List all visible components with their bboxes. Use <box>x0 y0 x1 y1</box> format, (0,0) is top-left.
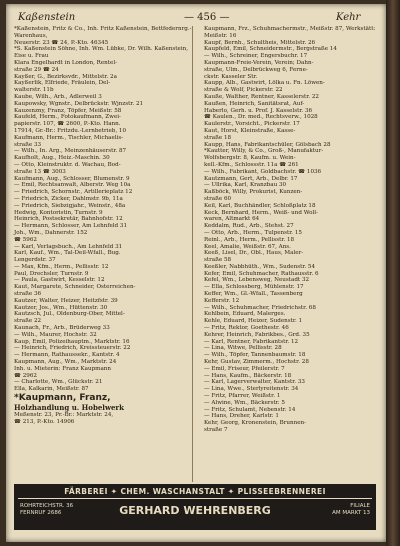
directory-entry: Karl, Kauf., Wm., Tal-Deil-Wfall., Bug. <box>14 250 121 257</box>
directory-entry: — Wilh., Maurer, Hochstr. 32 <box>14 331 97 338</box>
directory-entry: — Wilh., Schreiner, Engersbuchr. 17 <box>204 53 308 60</box>
ad-branch <box>332 503 370 517</box>
directory-entry: — Karl, Rentner, Fabrikantstr. 12 <box>204 338 299 345</box>
header-right: Kehr <box>336 12 361 23</box>
directory-entry: ckstr. Kasseler Str. <box>204 73 258 80</box>
directory-entry: — Ella, Schlossberg, Mühlenstr. 17 <box>204 284 304 291</box>
directory-entry: Kehr, Georg, Kronenstein, Brunnen- <box>204 420 307 427</box>
featured-entry-detail: Meßenstr. 23, Pr.-Br.: Marktstr. 24, <box>14 412 114 419</box>
directory-entry: — Hans, Kaufm., Bäckerstr. 18 <box>204 372 292 379</box>
directory-entry: 17914, Gr.-Br.: Fritzdu.-Lernbetrieb, 10 <box>14 127 127 134</box>
directory-entry: — Wilh., Schuhmacher, Friedrichstr. 68 <box>204 304 316 311</box>
directory-entry: Kehlbein, Eduard, Malerges. <box>204 311 286 318</box>
directory-entry: straße 13 ☎ 3003 <box>14 168 66 175</box>
directory-entry: Keeß, Lisel, Dr., Obl., Haus, Maler- <box>204 250 304 257</box>
directory-entry: straße 7 <box>204 427 228 434</box>
directory-entry: straße 58 <box>204 257 232 264</box>
directory-entry: — Otto, Kleinstruktr. d. Wachau, Bod- <box>14 161 121 168</box>
directory-entry: Keddalm, Rud., Arb., Stehst. 27 <box>204 223 294 230</box>
directory-entry: straße, Ulm., Delbrückweg 6, Ferne- <box>204 66 308 73</box>
directory-entry: Kauße, Walther, Rentner, Kasselerstr. 22 <box>204 93 319 100</box>
directory-entry: straße 29 ☎ 24 <box>14 66 59 73</box>
directory-entry: Kautzsch, Jul., Oldenburg-Ober, Mittel- <box>14 311 125 318</box>
directory-entry: kell.-Kfm., Schlossstr. 11a ☎ 261 <box>204 161 299 168</box>
directory-entry: Kaut, Margarete, Schneider, Osterreichen- <box>14 284 136 291</box>
directory-entry: Keeßler, Nabbhüth., Wm., Sudenstr. 54 <box>204 263 316 270</box>
directory-entry: ☎ 2962 <box>14 372 37 379</box>
directory-entry: ☎ Kaulen., Dr. med., Rechtsverw., 1028 <box>204 114 318 121</box>
ad-branch-line: FILIALE <box>350 503 370 509</box>
directory-entry: Kaup, Emil, Polizeihauptm., Marktstr. 16 <box>14 338 130 345</box>
directory-entry: *S. Kaßenstein Söhne, Inh. Wm. Lübke, Dr. Wilh. Kaßenstein, Eise u. Frau <box>14 46 189 60</box>
page-header <box>6 12 386 26</box>
directory-entry: Kaußen, Heinrich, Sanitätsrat, Auf- <box>204 100 305 107</box>
directory-entry: — Charlotte, Wm., Glückstr. 21 <box>14 379 103 386</box>
directory-entry: — Lina, Witwe, Pellisstr. 28 <box>204 345 282 352</box>
page-number: — 456 — <box>184 12 230 23</box>
directory-entry: Kaulerstr., Vorsicht., Pickerstr. 17 <box>204 121 300 128</box>
directory-entry: Kayßerlik, Elfriede, Fräulein, Del- <box>14 80 111 87</box>
directory-entry: Kaupf, Bernh., Schultheis, Mittelstr. 26 <box>204 39 316 46</box>
directory-entry: — Lina, Wwe., Sterlyreitenstr. 34 <box>204 386 299 393</box>
directory-entry: Reinl., Arb., Herm., Pellisstr. 18 <box>204 236 295 243</box>
directory-entry: — Fritz, Schulamt, Nebenstr. 14 <box>204 406 296 413</box>
directory-entry: Kefel, Wm., Lebensweg, Neustadt 32 <box>204 277 310 284</box>
directory-entry: Kaßböck, Willy, Prokurist, Kunzen- <box>204 189 303 196</box>
directory-entry: straße 36 <box>14 291 42 298</box>
directory-entry: Hedwig, Kontoristin, Turnstr. 9 <box>14 209 103 216</box>
directory-entry: *Kautter, Willy, & Co., Groß-, Manufaktur- <box>204 148 324 155</box>
directory-entry: Keel, Amalie, Weißstr. 67, Ans. <box>204 243 291 250</box>
directory-entry: straße 22 <box>14 318 42 325</box>
directory-entry: — Hermann, Schlosser, Am Lehnfeld 31 <box>14 223 128 230</box>
directory-entry: — Friedrich, Schornstr., Artillerieplatz 12 <box>14 189 133 196</box>
directory-page <box>6 4 386 542</box>
directory-entry: straße 60 <box>204 195 232 202</box>
directory-entry: Kautzer, Walter, Heizer, Heitzfstr. 39 <box>14 297 118 304</box>
directory-entry: Kaut, Horst, Kleinstraße, Kasse- <box>204 127 296 134</box>
right-column <box>204 26 382 434</box>
directory-entry: Kautzmann, Gert, Arb., Delbr. 17 <box>204 175 298 182</box>
featured-entry-name: *Kaupmann, Franz, <box>14 393 111 404</box>
directory-entry: Kaupmann-Freie-Verein, Verein; Dahn- <box>204 59 314 66</box>
ad-services: FÄRBEREI ✦ CHEM. WASCHANSTALT ✦ PLISSEEBRENNEREI <box>64 487 326 496</box>
directory-entry: — Wilh., Töpfer, Tannenbaumstr. 18 <box>204 352 306 359</box>
directory-entry: Keil, Karl, Buchhändler, Schloßplatz 18 <box>204 202 316 209</box>
directory-entry: ☎ 5962 <box>14 236 37 243</box>
directory-entry: — Wilh., Fabrikant, Goldbachstr. ☎ 1036 <box>204 168 322 175</box>
ad-phone-line: FERNRUF 2686 <box>20 510 62 516</box>
directory-entry: — Fritz, Rektor, Goethestr. 46 <box>204 325 289 332</box>
directory-entry: Neuerstr. 23 ☎ 24, P.-Kto. 46345 <box>14 39 109 46</box>
advertisement-banner <box>14 484 376 530</box>
directory-entry: Lengerdstr. 37 <box>14 257 56 264</box>
directory-entry: — Karl, Verlagsbuch., Am Lehnfeld 31 <box>14 243 123 250</box>
directory-entry: Kayßer, G., Bezirksvdr., Mittelstr. 2a <box>14 73 117 80</box>
directory-entry: — Fritz, Pfarrer, Weißstr. 1 <box>204 393 281 400</box>
directory-entry: *Kaßenstein, Fritz & Co., Inh. Fritz Kaßenstein, Bettfedernrg.-Warenhaus, <box>14 26 192 39</box>
directory-entry: — Friedrich, Zicker, Dahlmstr. 9b, 11a <box>14 195 123 202</box>
directory-entry: — Ullrika, Karl, Kranzbau 30 <box>204 182 287 189</box>
ad-company-name: GERHARD WEHRENBERG <box>119 504 271 517</box>
directory-entry: Kaupmann, Frz., Schuhmachermstr., Meißstr. 87, Werkstätt: Meißstr. 16 <box>204 26 376 39</box>
directory-entry: Kehr, Gustav, Zimmerm., Hochstr. 28 <box>204 359 309 366</box>
directory-entry: straße & Wolf, Pickerstr. 22 <box>204 87 283 94</box>
ad-address-line: ROHRTEICHSTR. 36 <box>20 503 74 509</box>
directory-entry: Kaupowsky, Wgnstr., Delbrückstr. Wjnzstr. 21 <box>14 100 144 107</box>
directory-entry: Kaupp, Alb., Gastwirt, Lölka u. Fn. Löwen- <box>204 80 325 87</box>
directory-entry: Paul, Drechsler, Turnstr. 9 <box>14 270 89 277</box>
directory-entry: — Hermann, Rathaussekr., Kantstr. 4 <box>14 352 120 359</box>
directory-entry: Kaupfeld, Emil, Schneidermstr., Bergstraße 14 <box>204 46 337 53</box>
ad-branch-address: AM MARKT 13 <box>332 510 370 516</box>
directory-entry: Keck, Bernhard, Herm., Weiß- und Woll- <box>204 209 318 216</box>
header-left: Kaßenstein <box>18 12 76 23</box>
directory-entry: — Friedrich, Siebzigjahr., Weinstr., 48a <box>14 202 126 209</box>
directory-entry: Kautzer, Jos., Wm., Hüttenstr. 30 <box>14 304 108 311</box>
directory-entry: Kaupp, Hans, Fabrikantschüler, Gölsbach 28 <box>204 141 331 148</box>
directory-entry: — Max, Kfm., Herm., Pellisstr. 12 <box>14 263 109 270</box>
directory-entry: Kehrer, Heinrich, Fabrikbes., Grd. 35 <box>204 331 310 338</box>
directory-entry: — Otto, Arb., Herm., Tulpenstr. 15 <box>204 229 302 236</box>
directory-entry: Kehle, Eduard, Heizer, Sudenstr. 1 <box>204 318 303 325</box>
directory-entry: Keffer, Wm., Gl.-Wfall., Tassenberg <box>204 291 303 298</box>
directory-entry: — Emil, Rechtsanwalt, Alberstr. Weg 10a <box>14 182 131 189</box>
directory-entry: — Hans, Dreher, Karlstr. 1 <box>204 413 279 420</box>
directory-entry: Kaupmann, Aug., Wm., Marktstr. 24 <box>14 359 117 366</box>
directory-entry: — Paula, Gastwirt, Kesselstr. 12 <box>14 277 105 284</box>
directory-entry: Wolfsbergstr. 8, Kaufm. u. Wein- <box>204 155 296 162</box>
ad-divider <box>18 498 372 499</box>
directory-entry: Kauzenzny, Franz, Töpfer, Meißstr. 58 <box>14 107 122 114</box>
directory-entry: — Heinrich, Friedrich, Kreissteuerstr. 22 <box>14 345 131 352</box>
directory-entry: Joh., Wm., Dahnerstr. 152 <box>14 229 88 236</box>
directory-entry: straße 33 <box>14 141 42 148</box>
directory-entry: Kaufmann, Aug., Schlosser, Blumenstr. 9 <box>14 175 130 182</box>
directory-entry: papierstr. 107, ☎ 2600, P.-Kto. Hann. <box>14 121 121 128</box>
left-column <box>14 26 192 426</box>
directory-entry: — Emil, Friseur, Pfeilerstr. 7 <box>204 365 285 372</box>
directory-entry: Kaunach, Fr., Arb., Brüderweg 33 <box>14 325 110 332</box>
directory-entry: waren, Altmarkt 64 <box>204 216 260 223</box>
directory-entry: Kaufholt, Aug., Heiz.-Maschin. 30 <box>14 155 110 162</box>
book-spine <box>386 0 400 546</box>
featured-entry-business: Holzhandlung u. Hobelwerk <box>14 403 124 413</box>
directory-entry: — Karl, Lagerverwalter, Kantstr. 33 <box>204 379 305 386</box>
directory-entry: Heinrich, Postsekretär, Bahnhofstr. 12 <box>14 216 123 223</box>
directory-entry: Kefer, Emil, Schuhmacher, Rathausstr. 6 <box>204 270 319 277</box>
directory-entry: straße 18 <box>204 134 232 141</box>
featured-entry-detail: ☎ 213, P.-Kto. 14906 <box>14 418 75 425</box>
directory-entry: Klara Engelhardt in London, Rentel- <box>14 59 117 66</box>
directory-entry: Ella, Kalkarin, Meißstr. 87 <box>14 386 89 393</box>
directory-entry: Kaube, Wilh., Arb., Adlerweil 3 <box>14 93 102 100</box>
directory-entry: — Wilh., In. Arg., Meinzenhäuserstr. 87 <box>14 148 127 155</box>
column-divider <box>192 26 193 482</box>
directory-entry: Haberlo, Gerh. u. Prof. J. Kasselstr. 36 <box>204 107 313 114</box>
directory-entry: Kaufmann, Herm., Tischler, Michaelis- <box>14 134 124 141</box>
directory-entry: Kefferstr. 12 <box>204 297 240 304</box>
directory-entry: walterstr. 11b <box>14 87 54 94</box>
directory-entry: Inh. u. Mieterin: Franz Kaupmann <box>14 365 112 372</box>
directory-entry: — Alwine, Wm., Bäckerstr. 5 <box>204 399 285 406</box>
directory-entry: Kaufeld, Herm., Fotokaufmann, Zwei- <box>14 114 121 121</box>
